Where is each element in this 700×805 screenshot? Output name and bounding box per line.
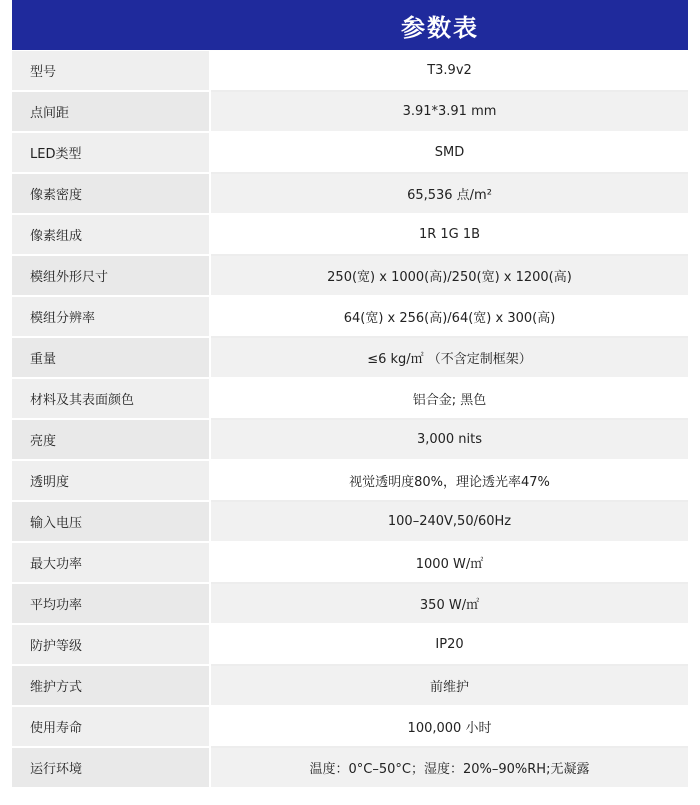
spec-value: 65,536 点/m² <box>210 173 688 214</box>
spec-value: 350 W/㎡ <box>210 583 688 624</box>
table-row <box>12 51 688 91</box>
table-row <box>12 583 688 624</box>
table-row <box>12 378 688 419</box>
spec-value: ≤6 kg/㎡ （不含定制框架） <box>210 337 688 378</box>
spec-label: 透明度 <box>12 460 210 501</box>
spec-label: LED类型 <box>12 132 210 173</box>
spec-value: 1000 W/㎡ <box>210 542 688 583</box>
table-row <box>12 255 688 296</box>
spec-value: 视觉透明度80%，理论透光率47% <box>210 460 688 501</box>
table-row <box>12 337 688 378</box>
spec-value: 铝合金; 黑色 <box>210 378 688 419</box>
table-row <box>12 91 688 132</box>
spec-value: 温度：0°C–50°C；湿度：20%–90%RH;无凝露 <box>210 747 688 788</box>
spec-table-body <box>12 51 688 788</box>
spec-label: 亮度 <box>12 419 210 460</box>
spec-label: 像素组成 <box>12 214 210 255</box>
spec-value: 前维护 <box>210 665 688 706</box>
table-row <box>12 460 688 501</box>
spec-label: 运行环境 <box>12 747 210 788</box>
spec-label: 输入电压 <box>12 501 210 542</box>
spec-label: 使用寿命 <box>12 706 210 747</box>
table-row <box>12 214 688 255</box>
table-row <box>12 173 688 214</box>
spec-label: 像素密度 <box>12 173 210 214</box>
spec-label: 防护等级 <box>12 624 210 665</box>
spec-label: 平均功率 <box>12 583 210 624</box>
table-row <box>12 132 688 173</box>
spec-value: 64(宽) x 256(高)/64(宽) x 300(高) <box>210 296 688 337</box>
table-row <box>12 542 688 583</box>
spec-label: 材料及其表面颜色 <box>12 378 210 419</box>
spec-sheet <box>12 0 688 789</box>
table-row <box>12 296 688 337</box>
table-row <box>12 501 688 542</box>
spec-table <box>12 51 688 789</box>
spec-value: 3,000 nits <box>210 419 688 460</box>
spec-table-title: 参数表 <box>12 0 688 50</box>
table-row <box>12 624 688 665</box>
spec-label: 最大功率 <box>12 542 210 583</box>
table-row <box>12 747 688 788</box>
table-row <box>12 665 688 706</box>
spec-label: 型号 <box>12 51 210 91</box>
spec-label: 重量 <box>12 337 210 378</box>
spec-value: 1R 1G 1B <box>210 214 688 255</box>
spec-label: 点间距 <box>12 91 210 132</box>
spec-label: 模组分辨率 <box>12 296 210 337</box>
spec-value: 250(宽) x 1000(高)/250(宽) x 1200(高) <box>210 255 688 296</box>
table-row <box>12 706 688 747</box>
spec-value: SMD <box>210 132 688 173</box>
spec-label: 维护方式 <box>12 665 210 706</box>
table-row <box>12 419 688 460</box>
spec-label: 模组外形尺寸 <box>12 255 210 296</box>
spec-value: 100,000 小时 <box>210 706 688 747</box>
spec-value: 3.91*3.91 mm <box>210 91 688 132</box>
spec-value: T3.9v2 <box>210 51 688 91</box>
spec-value: IP20 <box>210 624 688 665</box>
spec-value: 100–240V,50/60Hz <box>210 501 688 542</box>
